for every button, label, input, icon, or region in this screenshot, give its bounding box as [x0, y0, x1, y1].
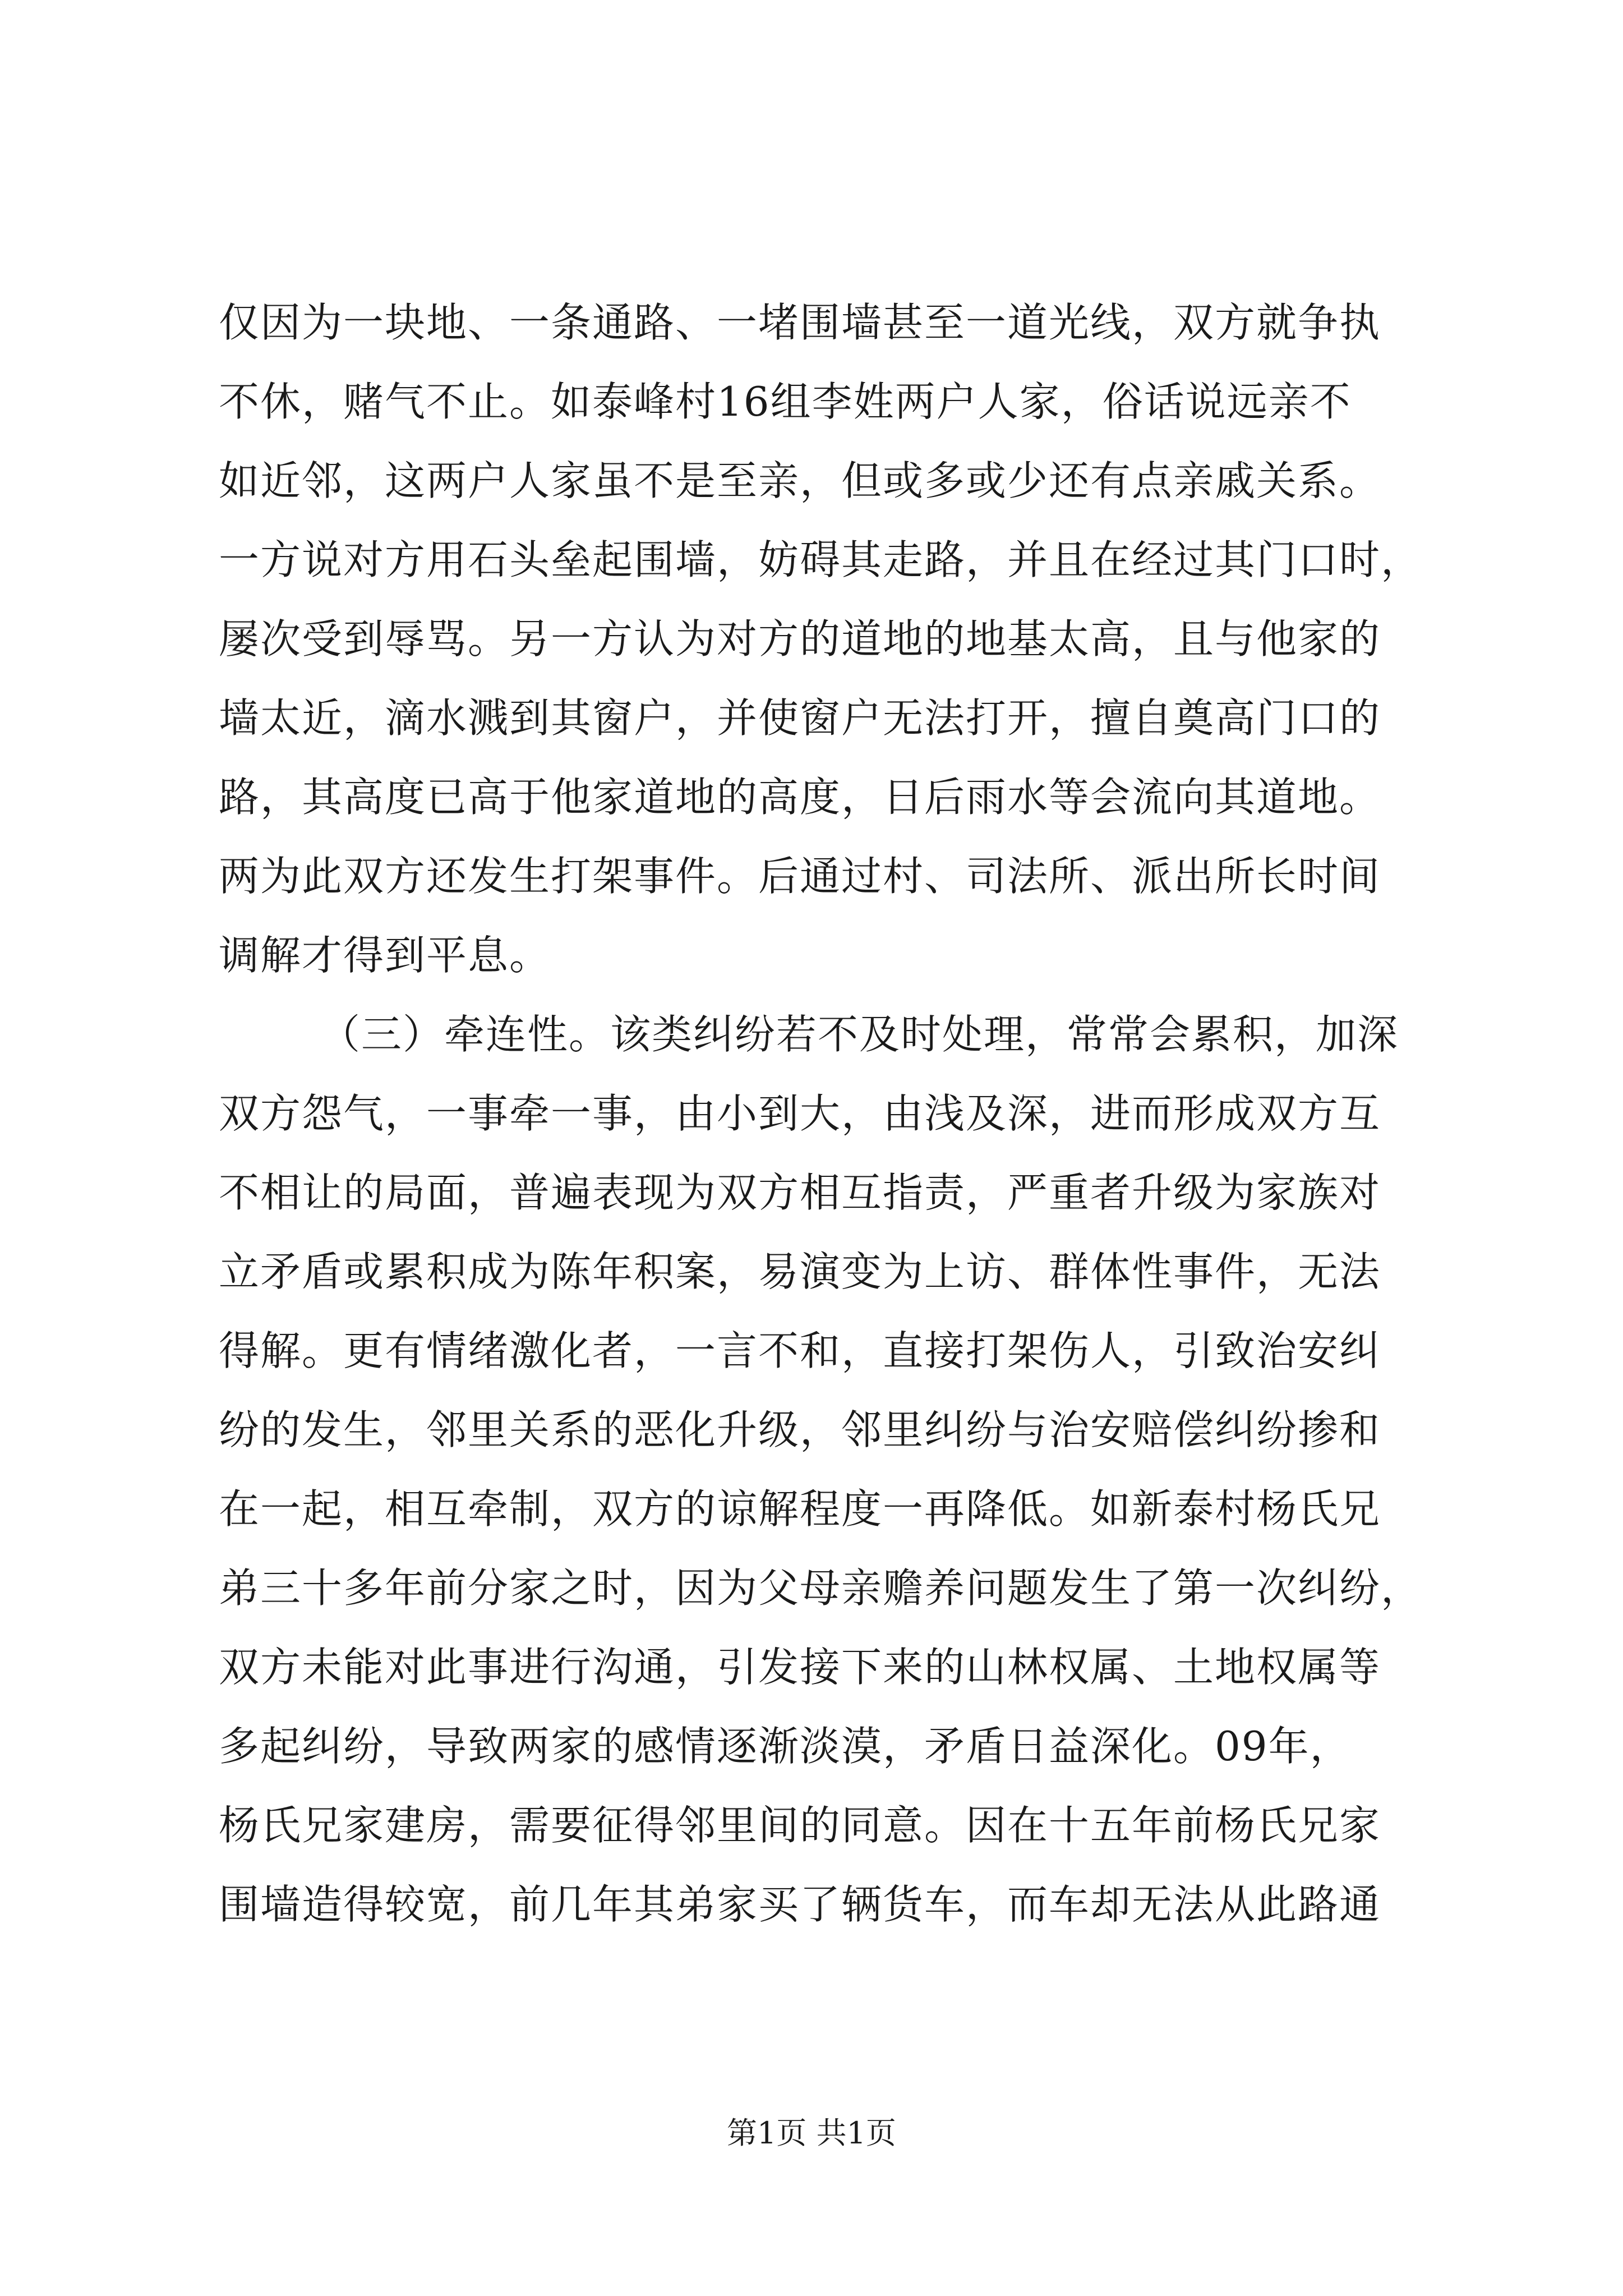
text-line: 围墙造得较宽，前几年其弟家买了辆货车，而车却无法从此路通 — [219, 1881, 1381, 1928]
text-line: 在一起，相互牵制，双方的谅解程度一再降低。如新泰村杨氏兄 — [219, 1485, 1381, 1533]
document-body — [219, 283, 1423, 1944]
text-line: 调解才得到平息。 — [219, 932, 551, 979]
text-line: 两为此双方还发生打架事件。后通过村、司法所、派出所长时间 — [219, 853, 1381, 900]
text-line: 一方说对方用石头垒起围墙，妨碍其走路，并且在经过其门口时， — [219, 536, 1423, 583]
text-line: 立矛盾或累积成为陈年积案，易演变为上访、群体性事件，无法 — [219, 1248, 1381, 1295]
text-line: 得解。更有情绪激化者，一言不和，直接打架伤人，引致治安纠 — [219, 1327, 1381, 1374]
text-line: 墙太近，滴水溅到其窗户，并使窗户无法打开，擅自奠高门口的 — [219, 694, 1381, 742]
section-heading-line: （三）牵连性。该类纠纷若不及时处理，常常会累积，加深 — [320, 1011, 1399, 1058]
text-line: 仅因为一块地、一条通路、一堵围墙甚至一道光线，双方就争执 — [219, 299, 1381, 346]
text-line: 屡次受到辱骂。另一方认为对方的道地的地基太高，且与他家的 — [219, 615, 1381, 662]
text-line: 杨氏兄家建房，需要征得邻里间的同意。因在十五年前杨氏兄家 — [219, 1802, 1381, 1849]
text-line: 纷的发生，邻里关系的恶化升级，邻里纠纷与治安赔偿纠纷掺和 — [219, 1406, 1381, 1453]
text-line: 路，其高度已高于他家道地的高度，日后雨水等会流向其道地。 — [219, 774, 1381, 821]
text-line: 不相让的局面，普遍表现为双方相互指责，严重者升级为家族对 — [219, 1169, 1381, 1216]
text-line: 双方未能对此事进行沟通，引发接下来的山林权属、土地权属等 — [219, 1644, 1381, 1691]
text-line: 弟三十多年前分家之时，因为父母亲赡养问题发生了第一次纠纷， — [219, 1565, 1423, 1612]
text-line: 多起纠纷，导致两家的感情逐渐淡漠，矛盾日益深化。09年， — [219, 1723, 1352, 1770]
page-footer: 第1页 共1页 — [727, 2115, 896, 2151]
text-line: 不休，赌气不止。如泰峰村16组李姓两户人家，俗话说远亲不 — [219, 378, 1352, 425]
text-line: 双方怨气，一事牵一事，由小到大，由浅及深，进而形成双方互 — [219, 1090, 1381, 1137]
text-line: 如近邻，这两户人家虽不是至亲，但或多或少还有点亲戚关系。 — [219, 457, 1381, 504]
